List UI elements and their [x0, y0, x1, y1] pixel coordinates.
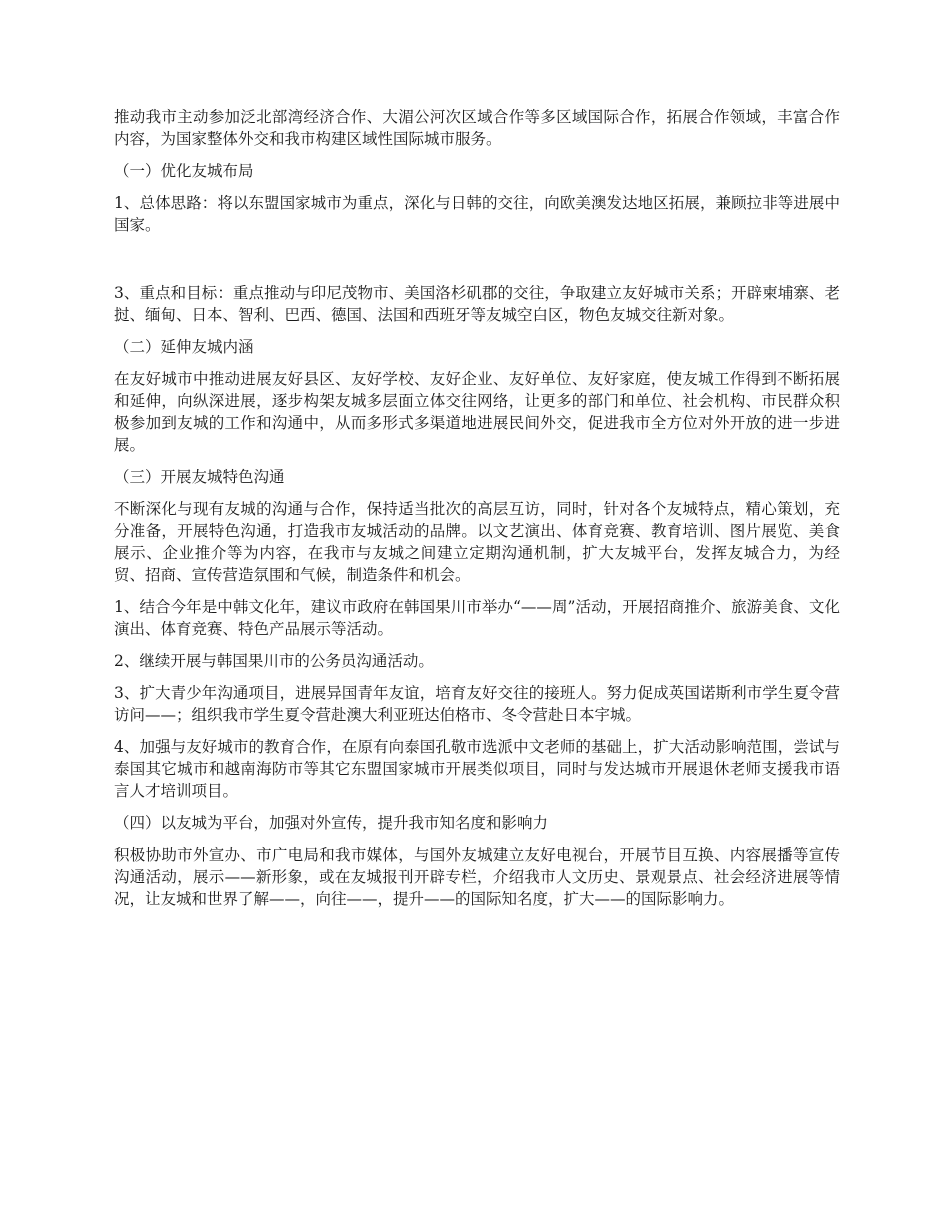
spacer	[114, 834, 840, 844]
paragraph-item-4: 4、加强与友好城市的教育合作，在原有向泰国孔敬市选派中文老师的基础上，扩大活动影响范围，尝试与泰国其它城市和越南海防市等其它东盟国家城市开展类似项目，同时与发达城市开展退休老师支援我市语言人才培训项目。	[114, 738, 840, 800]
paragraph-focus-goals: 3、重点和目标：重点推动与印尼茂物市、美国洛杉矶郡的交往，争取建立友好城市关系；开辟柬埔寨、老挝、缅甸、日本、智利、巴西、德国、法国和西班牙等友城空白区，物色友城交往新对象。	[114, 284, 840, 324]
spacer	[114, 488, 840, 498]
paragraph-overall-approach: 1、总体思路：将以东盟国家城市为重点，深化与日韩的交往，向欧美澳发达地区拓展，兼顾拉非等进展中国家。	[114, 194, 840, 234]
spacer	[114, 236, 840, 282]
spacer	[114, 640, 840, 650]
spacer	[114, 326, 840, 336]
section-heading-3: （三）开展友城特色沟通	[114, 468, 285, 486]
section-heading-2: （二）延伸友城内涵	[114, 338, 254, 356]
spacer	[114, 726, 840, 736]
paragraph-item-2: 2、继续开展与韩国果川市的公务员沟通活动。	[114, 652, 434, 670]
section-heading-1: （一）优化友城布局	[114, 162, 254, 180]
spacer	[114, 586, 840, 596]
paragraph-extend-connotation: 在友好城市中推动进展友好县区、友好学校、友好企业、友好单位、友好家庭，使友城工作得到不断拓展和延伸，向纵深进展，逐步构架友城多层面立体交往网络，让更多的部门和单位、社会机构、市民群众积极参加到友城的工作和沟通中，从而多形式多渠道地进展民间外交，促进我市全方位对外开放的进一步进展。	[114, 370, 840, 454]
spacer	[114, 802, 840, 812]
paragraph-publicity: 积极协助市外宣办、市广电局和我市媒体，与国外友城建立友好电视台，开展节目互换、内容展播等宣传沟通活动，展示——新形象，或在友城报刊开辟专栏，介绍我市人文历史、景观景点、社会经济进展等情况，让友城和世界了解——，向往——，提升——的国际知名度，扩大——的国际影响力。	[114, 846, 840, 908]
spacer	[114, 672, 840, 682]
section-heading-4: （四）以友城为平台，加强对外宣传，提升我市知名度和影响力	[114, 814, 549, 832]
paragraph-item-1: 1、结合今年是中韩文化年，建议市政府在韩国果川市举办“——周”活动，开展招商推介、旅游美食、文化演出、体育竞赛、特色产品展示等活动。	[114, 598, 840, 638]
document-page	[114, 106, 840, 910]
spacer	[114, 456, 840, 466]
paragraph-item-3: 3、扩大青少年沟通项目，进展异国青年友谊，培育友好交往的接班人。努力促成英国诺斯利市学生夏令营访问——；组织我市学生夏令营赴澳大利亚班达伯格市、冬令营赴日本宇城。	[114, 684, 840, 724]
spacer	[114, 182, 840, 192]
paragraph-special-exchange: 不断深化与现有友城的沟通与合作，保持适当批次的高层互访，同时，针对各个友城特点，精心策划，充分准备，开展特色沟通，打造我市友城活动的品牌。以文艺演出、体育竞赛、教育培训、图片展览、美食展示、企业推介等为内容，在我市与友城之间建立定期沟通机制，扩大友城平台，发挥友城合力，为经贸、招商、宣传营造氛围和气候，制造条件和机会。	[114, 500, 840, 584]
spacer	[114, 358, 840, 368]
intro-paragraph: 推动我市主动参加泛北部湾经济合作、大湄公河次区域合作等多区域国际合作，拓展合作领域，丰富合作内容，为国家整体外交和我市构建区域性国际城市服务。	[114, 108, 840, 148]
spacer	[114, 150, 840, 160]
